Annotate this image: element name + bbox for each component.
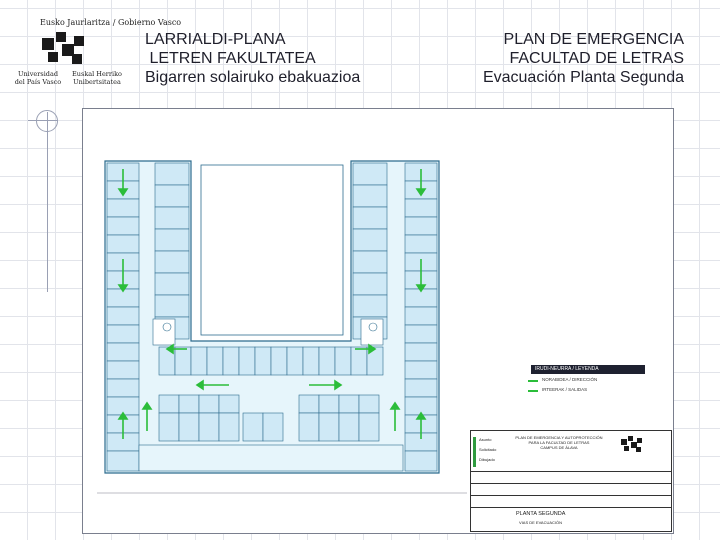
title-spanish-line: FACULTAD DE LETRAS — [509, 50, 684, 67]
legend-row-exit: IRTEERAK / SALIDAS — [542, 387, 588, 392]
title-block-rule — [471, 483, 671, 484]
title-block-rule — [471, 507, 671, 508]
title-block-plan-name: PLANTA SEGUNDA — [516, 511, 566, 517]
title-spanish-line: PLAN DE EMERGENCIA — [503, 31, 684, 48]
logo-caption-right-line: Unibertsitatea — [73, 78, 121, 86]
university-logo — [14, 18, 182, 98]
direction-arrow-icon — [528, 380, 538, 382]
logo-caption-right — [70, 70, 124, 86]
upv-ehu-logo-mark-icon — [42, 30, 86, 66]
logo-caption-left-line: del País Vasco — [14, 78, 62, 86]
title-block-label: Asunto — [479, 437, 492, 442]
title-basque-line: LETREN FAKULTATEA — [145, 50, 316, 67]
title-block-plan-sub: VIAS DE EVACUACIÓN — [519, 520, 563, 525]
title-block-main-line: PARA LA FACULTAD DE LETRAS — [528, 440, 590, 445]
title-spanish-line: Evacuación Planta Segunda — [482, 69, 684, 86]
title-block-rule — [471, 495, 671, 496]
title-block-main-line: PLAN DE EMERGENCIA Y AUTOPROTECCIÓN — [515, 435, 603, 440]
logo-caption-left-line: Universidad — [18, 70, 58, 78]
title-block-rule — [471, 471, 671, 472]
drawing-title-block — [470, 430, 672, 532]
title-block-main-line: CAMPUS DE ÁLAVA — [540, 445, 578, 450]
title-basque-line: LARRIALDI-PLANA — [145, 31, 286, 48]
upv-ehu-logo-mark-icon — [621, 435, 643, 453]
courtyard — [201, 165, 343, 335]
slide-divider — [47, 112, 48, 292]
legend-row-direction: NORABIDEA / DIRECCIÓN — [542, 377, 598, 382]
logo-caption-left — [14, 70, 62, 86]
logo-caption-right-line: Euskal Herriko — [72, 70, 122, 78]
title-basque — [145, 30, 360, 87]
title-block-label: Solicitado — [479, 447, 497, 452]
logo-top-text: Eusko Jaurlaritza / Gobierno Vasco — [40, 18, 182, 27]
title-spanish — [483, 30, 684, 87]
title-block-main-text — [509, 435, 609, 450]
exit-arrow-icon — [528, 390, 538, 392]
crosshair-icon — [36, 110, 58, 132]
legend-title: IRUDI-NEURRA / LEYENDA — [531, 365, 645, 374]
title-block-label: Dibujado — [479, 457, 495, 462]
title-block-accent — [473, 437, 476, 467]
title-basque-line: Bigarren solairuko ebakuazioa — [145, 69, 361, 86]
